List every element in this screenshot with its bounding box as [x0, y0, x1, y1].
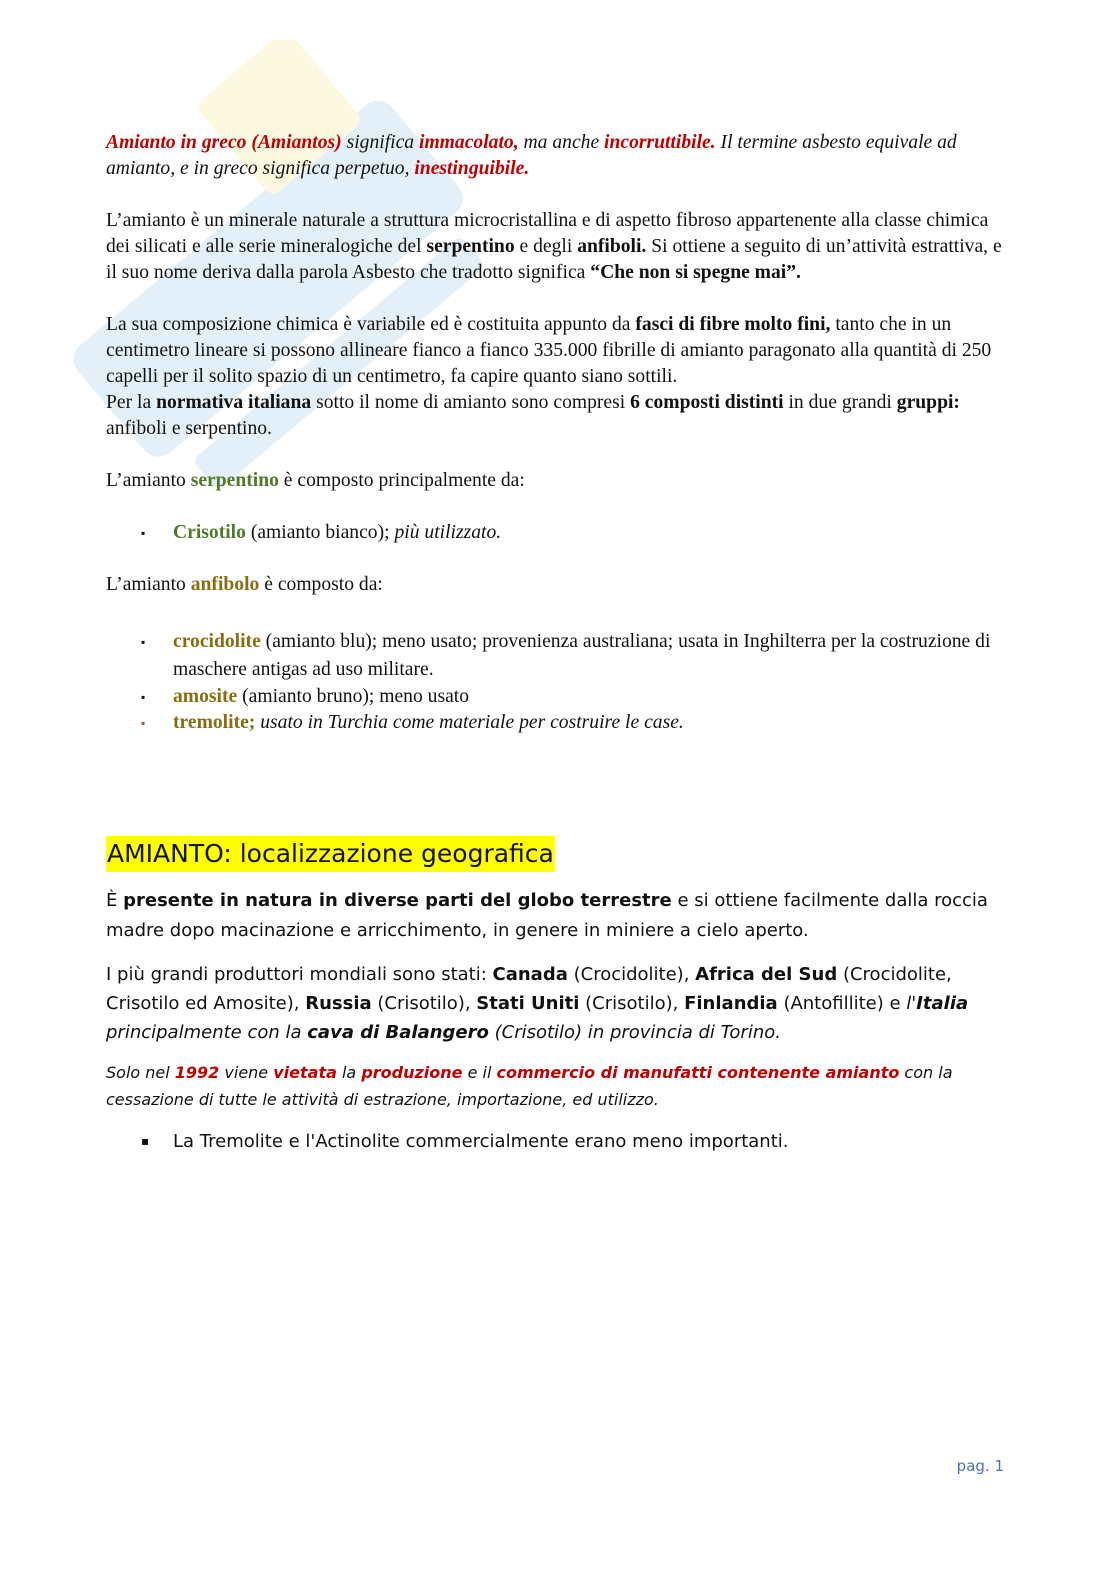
paragraph-text: principalmente con la: [106, 1022, 308, 1043]
geo-paragraph: [106, 886, 1006, 946]
paragraph-text: serpentino: [190, 470, 279, 491]
paragraph-text: Africa del Sud: [695, 964, 838, 985]
mineral-name: amosite: [173, 686, 238, 707]
definition-paragraph: [106, 208, 1006, 286]
intro-paragraph: [106, 130, 1006, 182]
paragraph-text: L’amianto è un minerale naturale a struttura microcristallina e di aspetto fibroso appartenente alla classe chimica dei silicati e alle serie mineralogiche del: [106, 210, 989, 257]
paragraph-text: cava di Balangero: [307, 1022, 489, 1043]
paragraph-text: Russia: [305, 993, 372, 1014]
list-item-text: più utilizzato.: [394, 522, 502, 543]
list-item: [106, 520, 1006, 546]
list-item-text: La Tremolite e l'Actinolite commercialmente erano meno importanti.: [173, 1131, 789, 1152]
paragraph-text: 1992: [174, 1063, 220, 1082]
ban-paragraph: [106, 1059, 1006, 1113]
anfibolo-list: [106, 628, 1006, 736]
list-item: [106, 628, 1006, 684]
intro-text: ma anche: [518, 132, 605, 153]
mineral-name: crocidolite: [173, 631, 261, 652]
paragraph-text: Solo nel: [106, 1063, 175, 1082]
paragraph-text: “Che non si spegne mai”.: [590, 262, 801, 283]
paragraph-text: gruppi:: [896, 392, 960, 413]
document-body: [106, 130, 1006, 1156]
serpentino-intro: [106, 468, 1006, 494]
paragraph-text: fasci di fibre molto fini,: [635, 314, 831, 335]
square-bullet-icon: ▪: [141, 526, 146, 540]
paragraph-text: commercio di manufatti contenente amianto: [496, 1063, 900, 1082]
paragraph-text: L’amianto: [106, 470, 191, 491]
anfibolo-intro: [106, 572, 1006, 598]
paragraph-text: l': [906, 993, 917, 1014]
intro-text: immacolato,: [419, 132, 519, 153]
paragraph-text: vietata: [273, 1063, 337, 1082]
paragraph-text: (Crocidolite),: [567, 964, 696, 985]
paragraph-text: produzione: [361, 1063, 463, 1082]
paragraph-text: anfiboli.: [577, 236, 647, 257]
paragraph-text: I più grandi produttori mondiali sono stati:: [106, 964, 493, 985]
paragraph-text: (Crisotilo),: [371, 993, 477, 1014]
list-item: [106, 1127, 1006, 1156]
intro-text: incorruttibile.: [604, 132, 716, 153]
mineral-name: Crisotilo: [173, 522, 246, 543]
paragraph-text: (Crisotilo) in provincia di Torino.: [488, 1022, 781, 1043]
paragraph-text: tanto che in un centimetro lineare si possono allineare fianco a fianco 335.000 fibrille di amianto paragonato alla quantità di 250 capelli per il solito spazio di un centimetro, fa capire quanto siano sottili.: [106, 314, 992, 387]
normativa-paragraph: [106, 390, 1006, 442]
square-bullet-icon: ▪: [141, 1134, 150, 1148]
page-number: pag. 1: [956, 1457, 1004, 1475]
paragraph-text: Per la: [106, 392, 157, 413]
intro-text: Amianto in greco (Amiantos): [106, 132, 342, 153]
paragraph-text: presente in natura in diverse parti del globo terrestre: [123, 890, 672, 911]
serpentino-list: [106, 520, 1006, 546]
paragraph-text: La sua composizione chimica è variabile ed è costituita appunto da: [106, 314, 636, 335]
paragraph-text: la: [336, 1063, 362, 1082]
intro-text: Il termine asbesto equivale ad amianto, e in greco significa perpetuo,: [106, 132, 957, 179]
paragraph-text: con la cessazione di tutte le attività di estrazione, importazione, ed utilizzo.: [106, 1063, 953, 1109]
paragraph-text: Stati Uniti: [476, 993, 580, 1014]
paragraph-text: normativa italiana: [156, 392, 312, 413]
square-bullet-icon: ▪: [141, 716, 146, 730]
paragraph-text: sotto il nome di amianto sono compresi: [311, 392, 631, 413]
square-bullet-icon: ▪: [141, 635, 146, 649]
paragraph-text: è composto da:: [259, 574, 383, 595]
square-bullet-icon: ▪: [141, 690, 146, 704]
paragraph-text: Italia: [916, 993, 969, 1014]
paragraph-text: e il: [462, 1063, 497, 1082]
paragraph-text: anfiboli e serpentino.: [106, 418, 272, 439]
paragraph-text: serpentino: [426, 236, 515, 257]
paragraph-text: (Crocidolite, Crisotilo ed Amosite),: [106, 964, 952, 1014]
paragraph-text: (Antofillite) e: [777, 993, 907, 1014]
list-item-text: (amianto bruno); meno usato: [237, 686, 470, 707]
list-item-text: usato in Turchia come materiale per costruire le case.: [255, 712, 684, 733]
list-item: [106, 684, 1006, 710]
paragraph-text: in due grandi: [783, 392, 897, 413]
final-list: [106, 1127, 1006, 1156]
paragraph-text: viene: [219, 1063, 274, 1082]
list-item: [106, 710, 1006, 736]
section-heading: AMIANTO: localizzazione geografica: [106, 836, 555, 872]
paragraph-text: 6 composti distinti: [630, 392, 784, 413]
intro-text: inestinguibile.: [414, 158, 530, 179]
producers-paragraph: [106, 960, 1006, 1047]
paragraph-text: Finlandia: [684, 993, 778, 1014]
list-item-text: (amianto blu); meno usato; provenienza australiana; usata in Inghilterra per la costruzione di maschere antigas ad uso militare.: [173, 631, 991, 680]
paragraph-text: Canada: [492, 964, 568, 985]
paragraph-text: e si ottiene facilmente dalla roccia madre dopo macinazione e arricchimento, in genere in miniere a cielo aperto.: [106, 890, 988, 941]
intro-text: significa: [341, 132, 419, 153]
paragraph-text: è composto principalmente da:: [278, 470, 525, 491]
paragraph-text: (Crisotilo),: [579, 993, 685, 1014]
paragraph-text: L’amianto: [106, 574, 191, 595]
mineral-name: tremolite;: [173, 712, 256, 733]
paragraph-text: È: [106, 890, 124, 911]
composition-paragraph: [106, 312, 1006, 390]
paragraph-text: Si ottiene a seguito di un’attività estrattiva, e il suo nome deriva dalla parola Asbesto che tradotto significa: [106, 236, 1002, 283]
paragraph-text: anfibolo: [190, 574, 260, 595]
list-item-text: (amianto bianco);: [245, 522, 395, 543]
paragraph-text: e degli: [514, 236, 578, 257]
